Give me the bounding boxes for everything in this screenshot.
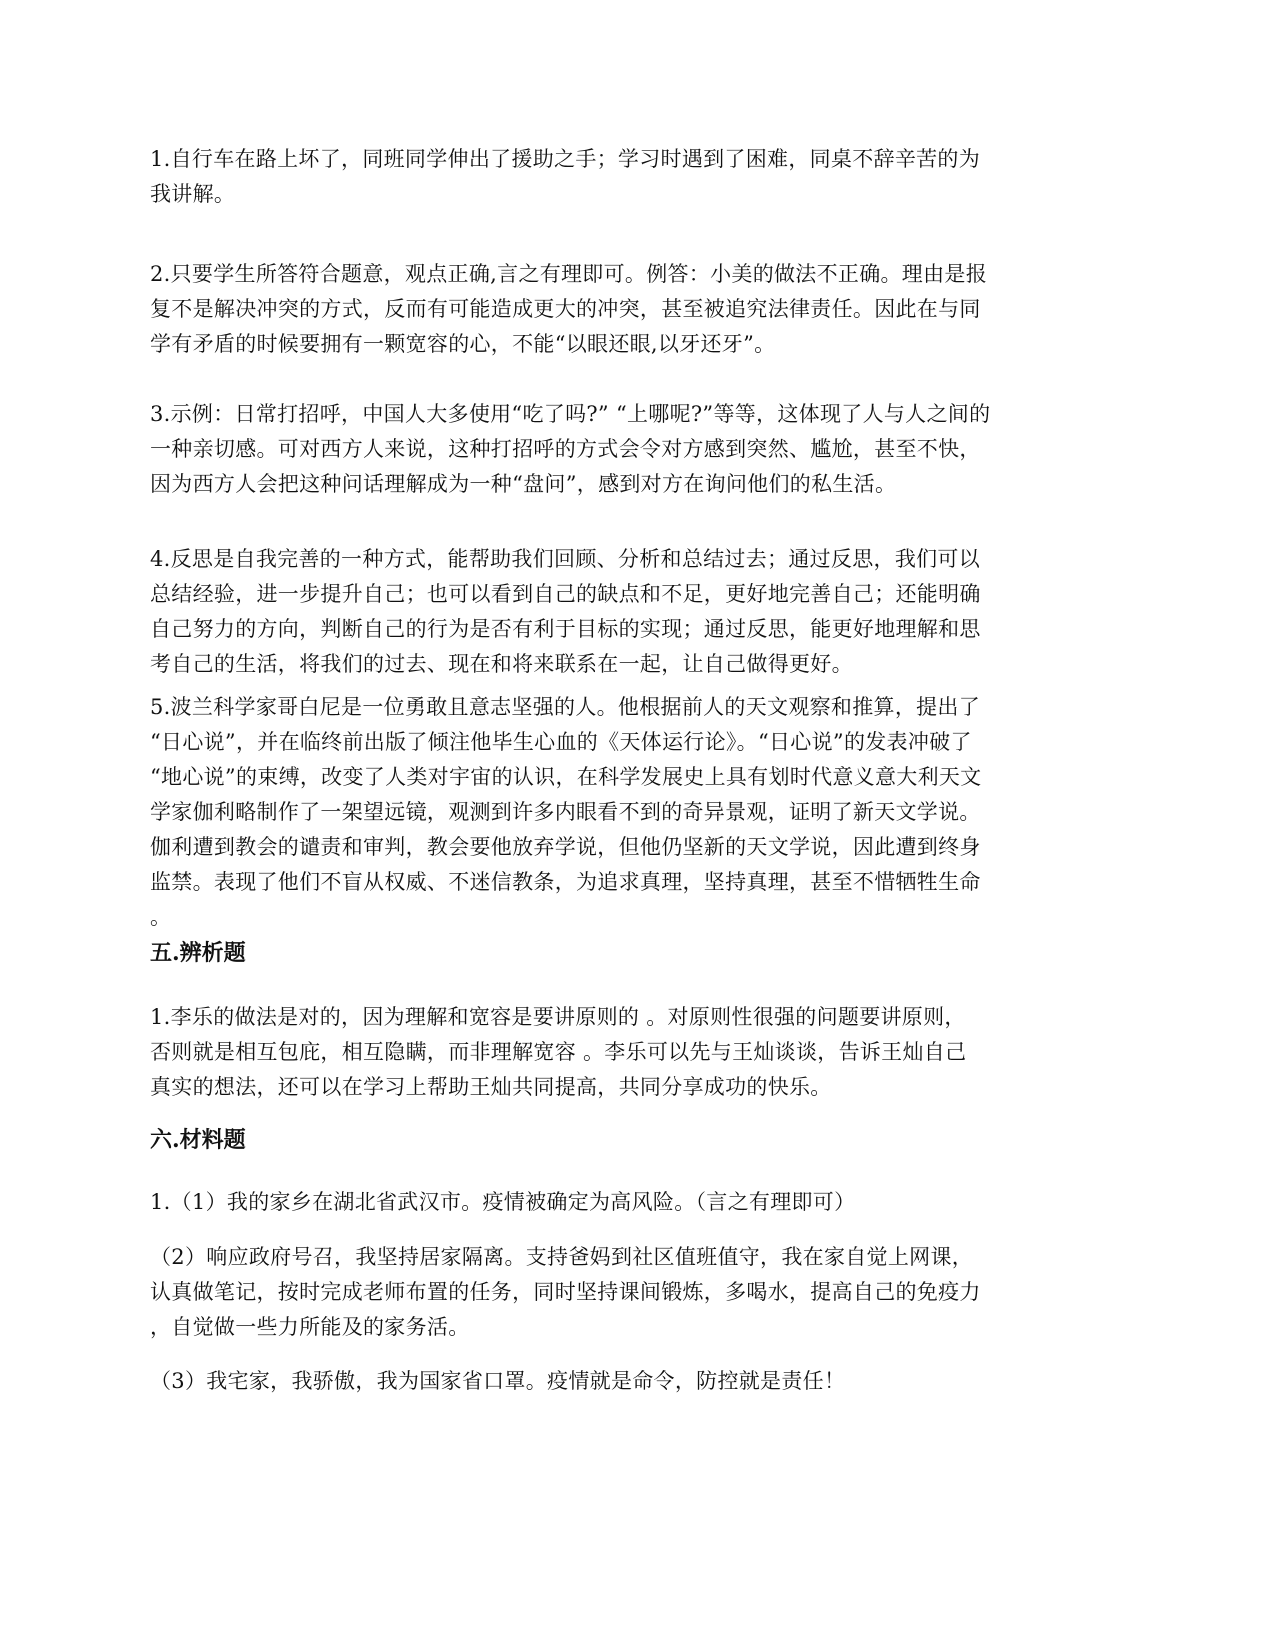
answer-line: 4.反思是自我完善的一种方式，能帮助我们回顾、分析和总结过去；通过反思，我们可以 xyxy=(150,547,981,571)
answer-line: 考自己的生活，将我们的过去、现在和将来联系在一起，让自己做得更好。 xyxy=(150,652,853,676)
answer-line: 1.（1）我的家乡在湖北省武汉市。疫情被确定为高风险。（言之有理即可） xyxy=(150,1190,856,1214)
answer-line: 5.波兰科学家哥白尼是一位勇敢且意志坚强的人。他根据前人的天文观察和推算，提出了 xyxy=(150,695,981,719)
answer-line: （2）响应政府号召，我坚持居家隔离。支持爸妈到社区值班值守，我在家自觉上网课， xyxy=(150,1245,974,1269)
answer-line: （3）我宅家，我骄傲，我为国家省口罩。疫情就是命令，防控就是责任！ xyxy=(150,1369,846,1393)
answer-line: 否则就是相互包庇，相互隐瞒，而非理解宽容 。李乐可以先与王灿谈谈，告诉王灿自己 xyxy=(150,1040,967,1064)
answer-line: 学家伽利略制作了一架望远镜，观测到许多内眼看不到的奇异景观，证明了新天文学说。 xyxy=(150,800,981,824)
answer-line: 。 xyxy=(150,905,172,929)
answer-5-1 xyxy=(150,1000,1125,1105)
answer-6-1-1 xyxy=(150,1185,1125,1220)
answer-line: 认真做笔记，按时完成老师布置的任务，同时坚持课间锻炼，多喝水，提高自己的免疫力 xyxy=(150,1280,981,1304)
answer-line: ，自觉做一些力所能及的家务活。 xyxy=(150,1315,470,1339)
answer-4-2 xyxy=(150,257,1125,362)
answer-6-1-3 xyxy=(150,1364,1125,1399)
answer-line: 自己努力的方向，判断自己的行为是否有利于目标的实现；通过反思，能更好地理解和思 xyxy=(150,617,981,641)
answer-6-1-2 xyxy=(150,1240,1125,1345)
answer-4-1 xyxy=(150,142,1125,212)
answer-line: 我讲解。 xyxy=(150,182,236,206)
answer-line: “地心说”的束缚，改变了人类对宇宙的认识，在科学发展史上具有划时代意义意大利天文 xyxy=(150,765,982,789)
answer-line: 总结经验，进一步提升自己；也可以看到自己的缺点和不足，更好地完善自己；还能明确 xyxy=(150,582,981,606)
answer-line: 3.示例：日常打招呼，中国人大多使用“吃了吗?” “上哪呢?”等等，这体现了人与人之间的 xyxy=(150,402,991,426)
answer-line: 真实的想法，还可以在学习上帮助王灿共同提高，共同分享成功的快乐。 xyxy=(150,1075,832,1099)
answer-line: 因为西方人会把这种问话理解成为一种“盘问”，感到对方在询问他们的私生活。 xyxy=(150,472,897,496)
answer-line: 复不是解决冲突的方式，反而有可能造成更大的冲突，甚至被追究法律责任。因此在与同 xyxy=(150,297,981,321)
answer-line: 2.只要学生所答符合题意，观点正确,言之有理即可。例答：小美的做法不正确。理由是报 xyxy=(150,262,988,286)
answer-line: “日心说”，并在临终前出版了倾注他毕生心血的《天体运行论》。“日心说”的发表冲破了 xyxy=(150,730,972,754)
answer-line: 伽利遭到教会的谴责和审判，教会要他放弃学说，但他仍坚新的天文学说，因此遭到终身 xyxy=(150,835,981,859)
answer-line: 学有矛盾的时候要拥有一颗宽容的心，不能“以眼还眼,以牙还牙”。 xyxy=(150,332,776,356)
answer-line: 一种亲切感。可对西方人来说，这种打招呼的方式会令对方感到突然、尴尬，甚至不快， xyxy=(150,437,981,461)
answer-4-4 xyxy=(150,542,1125,682)
section-heading-material: 六.材料题 xyxy=(150,1127,246,1153)
answer-line: 1.李乐的做法是对的，因为理解和宽容是要讲原则的 。对原则性很强的问题要讲原则， xyxy=(150,1005,966,1029)
section-heading-analysis: 五.辨析题 xyxy=(150,940,246,966)
answer-4-5 xyxy=(150,690,1125,935)
answer-4-3 xyxy=(150,397,1125,502)
answer-line: 监禁。表现了他们不盲从权威、不迷信教条，为追求真理，坚持真理，甚至不惜牺牲生命 xyxy=(150,870,981,894)
answer-line: 1.自行车在路上坏了，同班同学伸出了援助之手；学习时遇到了困难，同桌不辞辛苦的为 xyxy=(150,147,981,171)
